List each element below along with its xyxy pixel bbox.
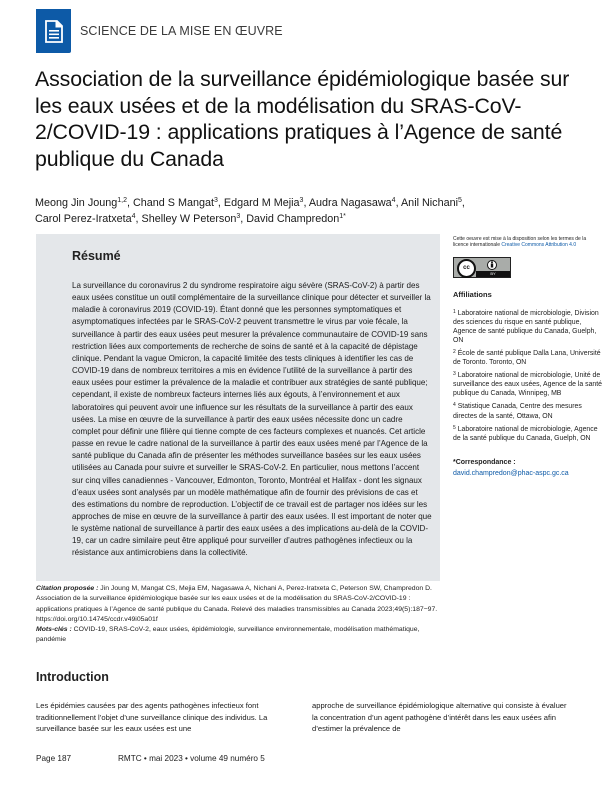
author-affiliation-ref: 1,2 — [117, 197, 127, 204]
journal-info: RMTC • mai 2023 • volume 49 numéro 5 — [118, 754, 265, 763]
author-affiliation-ref: 4 — [391, 197, 396, 204]
suggested-citation — [36, 584, 448, 625]
author-separator: , — [461, 197, 465, 209]
abstract-box — [36, 234, 440, 581]
affiliation-text: Statistique Canada, Centre des mesures directes de la santé, Ottawa, ON — [453, 403, 582, 420]
correspondence-email[interactable]: david.champredon@phac-aspc.gc.ca — [453, 469, 569, 477]
by-label: BY — [476, 271, 510, 277]
abstract-body: La surveillance du coronavirus 2 du syndrome respiratoire aigu sévère (SRAS-CoV-2) à partir des eaux usées constitue un outil complémentaire de la surveillance clinique pour détecter et surveiller la maladie à coronavirus 2019 (COVID-19). Étant donné que les personnes symptomatiques et asymptomatiques infectées par le SRAS-CoV-2 peuvent transmettre le virus par voie fécale, la surveillance à partir des eaux usées peut mesurer la prévalence communautaire de COVID-19 sans restriction liées aux comportements de recherche de soins de santé et à la capacité de dépistage clinique. Pendant la vague Omicron, la capacité limitée des tests cliniques à identifier les cas de COVID-19 dans de nombreux territoires a mis en évidence l’utilité de la surveillance à partir des eaux usées pour estimer la prévalence de la maladie et contribuer aux stratégies de santé publique; cependant, il existe de nombreux facteurs internes liés aux égouts, à l’environnement et aux laboratoires qui peuvent avoir une influence sur les résultats de la surveillance à partir des eaux usées. La mise en œuvre de la surveillance à partir des eaux usées nécessite donc un cadre complet pour définir une filière qui tienne compte de ces facteurs complexes et nuancés. Cet article passe en revue le cadre national de la surveillance à partir des eaux usées mené par l’Agence de la santé publique du Canada afin de présenter les méthodes surveillance basées sur les eaux usées utilisées au Canada pour suivre et surveiller le SRAS-CoV-2. En particulier, nous mettons l’accent sur cinq villes canadiennes - Vancouver, Edmonton, Toronto, Montréal et Halifax - dont les signaux d’eaux usées sont analysés par un modèle mathématique afin de fournir des prévisions de cas et des estimations du nombre de reproduction. L’objectif de ce travail est de partager nos idées sur les approches de mise en œuvre de la surveillance à partir des eaux usées. Il est important de noter que le système national de surveillance à partir des eaux usées a des implications au-delà de la COVID-19, car un cadre similaire peut être appliqué pour surveiller d’autres pathogènes infectieux ou la résistance aux antimicrobiens dans la collectivité. — [72, 281, 432, 558]
affiliation-text: Laboratoire national de microbiologie, Division des sciences du risque en santé publique, Agence de santé publique du Canada, Guelph, ON — [453, 309, 599, 344]
affiliation-item — [453, 402, 603, 420]
license-link[interactable]: Creative Commons Attribution 4.0 — [501, 242, 577, 249]
sidebar — [453, 236, 603, 479]
author-separator: , — [135, 212, 142, 225]
affiliation-text: Laboratoire national de microbiologie, Unité de surveillance des eaux usées, Agence de la santé publique du Canada, Winnipeg, MB — [453, 372, 603, 398]
abstract-title: Résumé — [72, 249, 121, 263]
affiliation-number: 4 — [453, 402, 456, 409]
keywords — [36, 625, 448, 646]
author-affiliation-ref: 3 — [236, 212, 241, 220]
affiliations-list — [453, 309, 603, 443]
citation-block — [36, 584, 448, 646]
page-footer — [36, 754, 265, 763]
affiliations-title: Affiliations — [453, 289, 492, 299]
author-list — [35, 196, 565, 227]
affiliation-text: École de santé publique Dalla Lana, Université de Toronto. Toronto, ON — [453, 349, 601, 367]
author-name: Meong Jin Joung — [35, 197, 118, 209]
author-name: Anil Nichani — [400, 197, 458, 209]
author-name: David Champredon — [246, 212, 340, 225]
author-name: Edgard M Mejia — [223, 197, 300, 209]
affiliation-number: 3 — [453, 371, 456, 378]
article-title: Association de la surveillance épidémiologique basée sur les eaux usées et de la modélisation du SRAS-CoV-2/COVID-19 : applications pratiques à l’Agence de santé publique du Canada — [35, 67, 570, 171]
affiliation-text: Laboratoire national de microbiologie, Agence de la santé publique du Canada, Guelph, ON — [453, 425, 598, 442]
author-name: Chand S Mangat — [132, 197, 214, 209]
keywords-label: Mots-clés : — [36, 626, 72, 634]
author-separator: , — [240, 212, 247, 225]
creative-commons-icon[interactable] — [453, 257, 511, 278]
author-separator: , — [395, 197, 401, 209]
affiliation-item — [453, 349, 603, 367]
author-affiliation-ref: 3 — [214, 197, 218, 204]
author-affiliation-ref: 1* — [339, 212, 346, 220]
license-text: Cette oeuvre est mise à la disposition selon les termes de la licence internationale — [453, 236, 587, 249]
affiliation-item — [453, 371, 603, 398]
affiliation-number: 1 — [453, 308, 456, 315]
license-notice — [453, 236, 603, 249]
keywords-text: COVID-19, SRAS-CoV-2, eaux usées, épidémiologie, surveillance environnementale, modélisation mathématique, pandémie — [36, 626, 420, 644]
author-name: Carol Perez-Iratxeta — [35, 212, 132, 225]
affiliation-number: 5 — [453, 424, 456, 431]
author-name: Audra Nagasawa — [308, 197, 392, 209]
section-header — [36, 9, 283, 53]
intro-column-right: approche de surveillance épidémiologique alternative qui consiste à évaluer la concentration d’un agent pathogène d’intérêt dans les eaux usées afin d’estimer la prévalence de — [312, 701, 567, 733]
citation-text: Jin Joung M, Mangat CS, Mejia EM, Nagasawa A, Nichani A, Perez-Iratxeta C, Peterson SW, Champredon D. Association de la surveillance épidémiologique basée sur les eaux usées et de la modélisation du SRAS-CoV-2/COVID-19 : applications pratiques à l’Agence de santé publique du Canada. Relevé des maladies transmissibles au Canada 2023;49(5):187−97. https://doi.org/10.14745/ccdr.v49i05a01f — [36, 585, 438, 623]
correspondence-title: *Correspondance : — [453, 458, 516, 466]
citation-label: Citation proposée : — [36, 585, 99, 592]
page-number: Page 187 — [36, 754, 72, 763]
affiliation-item — [453, 309, 603, 345]
document-icon — [36, 9, 71, 53]
author-separator: , — [217, 197, 224, 209]
section-label: SCIENCE DE LA MISE EN ŒUVRE — [80, 24, 283, 38]
cc-icon: cc — [457, 259, 476, 278]
author-separator: , — [126, 197, 133, 209]
author-separator: , — [303, 197, 309, 209]
affiliation-number: 2 — [453, 348, 456, 355]
author-affiliation-ref: 4 — [131, 212, 136, 220]
intro-column-left: Les épidémies causées par des agents pathogènes infectieux font traditionnellement l’objet d’une surveillance clinique des individus. La surveillance basée sur les eaux usées est une — [36, 701, 268, 733]
affiliation-item — [453, 425, 603, 443]
author-affiliation-ref: 5 — [458, 197, 462, 204]
introduction-title: Introduction — [36, 670, 109, 684]
author-name: Shelley W Peterson — [141, 212, 237, 225]
attribution-person-icon — [487, 260, 497, 270]
author-affiliation-ref: 3 — [299, 197, 304, 204]
